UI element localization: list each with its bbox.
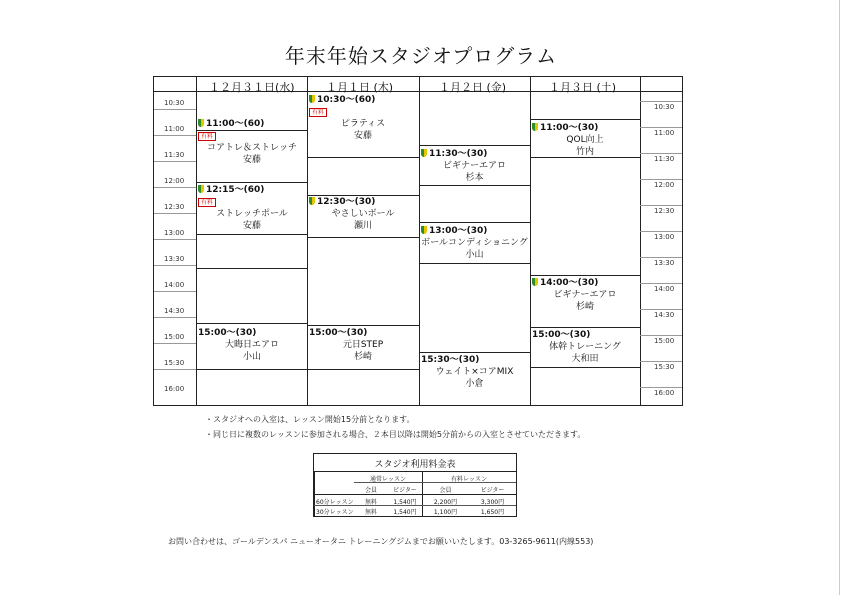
lesson-block [198,118,306,166]
lesson-instructor: 杉崎 [575,302,594,312]
lesson-block [532,329,638,365]
time-tick: 10:30 [654,103,675,111]
lesson-divider [530,275,640,276]
lesson-name: コアトレ＆ストレッチ [207,143,297,153]
lesson-name: ストレッチポール [216,209,288,219]
time-tick: 13:30 [164,255,185,263]
time-tick: 15:00 [164,333,185,341]
tick-rule [154,161,196,162]
scan-edge [839,0,840,595]
table-rule [314,471,516,472]
lesson-time [309,196,417,208]
paid-badge: 有料 [198,132,216,141]
lesson-time [198,184,306,196]
lesson-divider [307,369,419,370]
table-rule [354,482,516,483]
tick-rule [640,179,682,180]
lesson-block [198,327,306,363]
lesson-divider [307,325,419,326]
lesson-time [198,118,306,130]
lesson-time [532,277,638,289]
lesson-time-text: 12:30～(30) [317,197,376,207]
lesson-divider [419,222,530,223]
time-tick: 16:00 [164,385,185,393]
lesson-time [532,122,638,134]
time-tick: 10:30 [164,99,185,107]
col-visitor-paid: ビジター [480,487,505,494]
lesson-time-text: 11:00～(30) [540,123,599,133]
table-rule [314,494,516,495]
price-cell: 無料 [364,499,377,506]
lesson-block [309,94,417,142]
lesson-instructor: 小山 [465,250,484,260]
lesson-name: ビギナーエアロ [442,161,506,171]
lesson-time [309,94,417,106]
tick-rule [154,109,196,110]
day-header-jan1: １月１日 (木) [326,81,394,94]
time-column-divider-left [196,77,197,405]
lesson-instructor: 杉崎 [353,352,372,362]
lesson-divider [530,367,640,368]
group-header-regular: 通常レッスン [370,476,406,483]
col-member-paid: 会員 [439,487,452,494]
tick-rule [640,257,682,258]
tick-rule [154,265,196,266]
tick-rule [640,127,682,128]
lesson-divider [419,352,530,353]
paid-badge: 有料 [198,198,216,207]
tick-rule [154,291,196,292]
price-cell: 1,650円 [480,509,505,516]
tick-rule [640,361,682,362]
lesson-instructor: 小倉 [465,379,484,389]
lesson-time-text: 11:30～(30) [429,149,488,159]
price-cell: 1,100円 [433,509,458,516]
lesson-time: 15:00～(30) [532,330,591,340]
lesson-name: QOL向上 [566,135,604,145]
time-tick: 14:00 [654,285,675,293]
beginner-mark-icon [421,226,427,234]
time-tick: 15:00 [654,337,675,345]
tick-rule [640,205,682,206]
price-cell: 1,540円 [393,509,417,516]
day-column-divider [419,77,420,405]
lesson-divider [419,185,530,186]
time-tick: 14:30 [164,307,185,315]
time-tick: 12:00 [164,177,185,185]
price-table [313,453,517,517]
lesson-block [532,277,638,313]
beginner-mark-icon [532,123,538,131]
lesson-divider [196,182,307,183]
lesson-divider [196,369,307,370]
day-header-jan2: １月２日 (金) [439,81,507,94]
contact-footer: お問い合わせは、ゴールデンスパ ニューオータニ トレーニングジムまでお願いいたします。03-3265-9611(内線553) [168,537,594,546]
day-column-divider [530,77,531,405]
beginner-mark-icon [532,278,538,286]
time-tick: 16:00 [654,389,675,397]
tick-rule [154,213,196,214]
lesson-divider [307,237,419,238]
note-line: ・スタジオへの入室は、レッスン開始15分前となります。 [205,415,415,424]
day-column-divider [307,77,308,405]
lesson-name: やさしいボール [331,209,395,219]
lesson-divider [530,119,640,120]
time-tick: 11:00 [654,129,675,137]
day-header-jan3: １月３日 (土) [549,81,617,94]
tick-rule [640,283,682,284]
lesson-time [421,225,528,237]
beginner-mark-icon [309,95,315,103]
row-label: 60分レッスン [316,499,354,506]
tick-rule [154,135,196,136]
tick-rule [154,187,196,188]
time-tick: 14:30 [654,311,675,319]
notes [205,412,585,442]
lesson-block [421,148,528,184]
beginner-mark-icon [421,149,427,157]
lesson-time-text: 11:00～(60) [206,119,265,129]
lesson-divider [419,263,530,264]
time-tick: 15:30 [164,359,185,367]
lesson-divider [419,145,530,146]
time-tick: 13:00 [654,233,675,241]
price-cell: 1,540円 [393,499,417,506]
time-tick: 12:30 [654,207,675,215]
lesson-instructor: 大和田 [571,354,599,364]
time-tick: 13:30 [654,259,675,267]
lesson-time: 15:30～(30) [421,355,480,365]
price-table-title: スタジオ利用料金表 [374,460,456,470]
lesson-block [421,354,528,390]
lesson-name: ビギナーエアロ [553,290,617,300]
note-line: ・同じ日に複数のレッスンに参加される場合、２本目以降は開始5分前からの入室とさせていただきます。 [205,430,586,439]
lesson-block [309,327,417,363]
tick-rule [640,335,682,336]
paid-badge: 有料 [309,108,327,117]
lesson-name: 体幹トレーニング [549,342,621,352]
lesson-block [532,122,638,158]
lesson-instructor: 杉本 [465,173,484,183]
schedule-grid [153,76,683,406]
beginner-mark-icon [309,197,315,205]
time-tick: 11:30 [164,151,185,159]
tick-rule [640,231,682,232]
lesson-block [198,184,306,232]
lesson-instructor: 竹内 [575,147,594,157]
price-cell: 2,200円 [433,499,458,506]
tick-rule [154,369,196,370]
lesson-instructor: 安藤 [242,221,261,231]
lesson-instructor: 安藤 [353,131,372,141]
lesson-time-text: 12:15～(60) [206,185,265,195]
lesson-name: ピラティス [340,119,386,129]
lesson-divider [196,268,307,269]
price-cell: 無料 [364,509,377,516]
lesson-divider [196,234,307,235]
lesson-time-text: 14:00～(30) [540,278,599,288]
lesson-name: 元日STEP [342,340,384,350]
day-header-dec31: １２月３１日(水) [209,81,295,94]
time-tick: 12:30 [164,203,185,211]
time-tick: 14:00 [164,281,185,289]
lesson-time [421,148,528,160]
lesson-instructor: 小山 [242,352,261,362]
lesson-time: 15:00～(30) [198,328,257,338]
lesson-name: 大晦日エアロ [224,340,279,350]
beginner-mark-icon [198,119,204,127]
lesson-divider [307,157,419,158]
lesson-time-text: 10:30～(60) [317,95,376,105]
lesson-time-text: 13:00～(30) [429,226,488,236]
group-header-paid: 有料レッスン [451,476,487,483]
tick-rule [154,317,196,318]
lesson-name: ウェイト×コアMIX [435,367,514,377]
lesson-name: ボールコンディショニング [421,238,528,248]
lesson-instructor: 瀬川 [353,221,372,231]
beginner-mark-icon [198,185,204,193]
tick-rule [154,343,196,344]
col-visitor: ビジター [393,487,417,494]
tick-rule [640,387,682,388]
lesson-divider [530,327,640,328]
col-member: 会員 [364,487,377,494]
page-title: 年末年始スタジオプログラム [284,44,558,68]
time-tick: 15:30 [654,363,675,371]
price-cell: 3,300円 [480,499,505,506]
tick-rule [640,309,682,310]
tick-rule [640,153,682,154]
lesson-divider [196,323,307,324]
lesson-block [421,225,528,261]
lesson-time: 15:00～(30) [309,328,368,338]
row-label: 30分レッスン [316,509,354,516]
tick-rule [154,239,196,240]
tick-rule [640,101,682,102]
time-tick: 13:00 [164,229,185,237]
table-rule [314,505,516,506]
time-tick: 11:00 [164,125,185,133]
lesson-block [309,196,417,232]
time-tick: 12:00 [654,181,675,189]
time-tick: 11:30 [654,155,675,163]
lesson-instructor: 安藤 [242,155,261,165]
